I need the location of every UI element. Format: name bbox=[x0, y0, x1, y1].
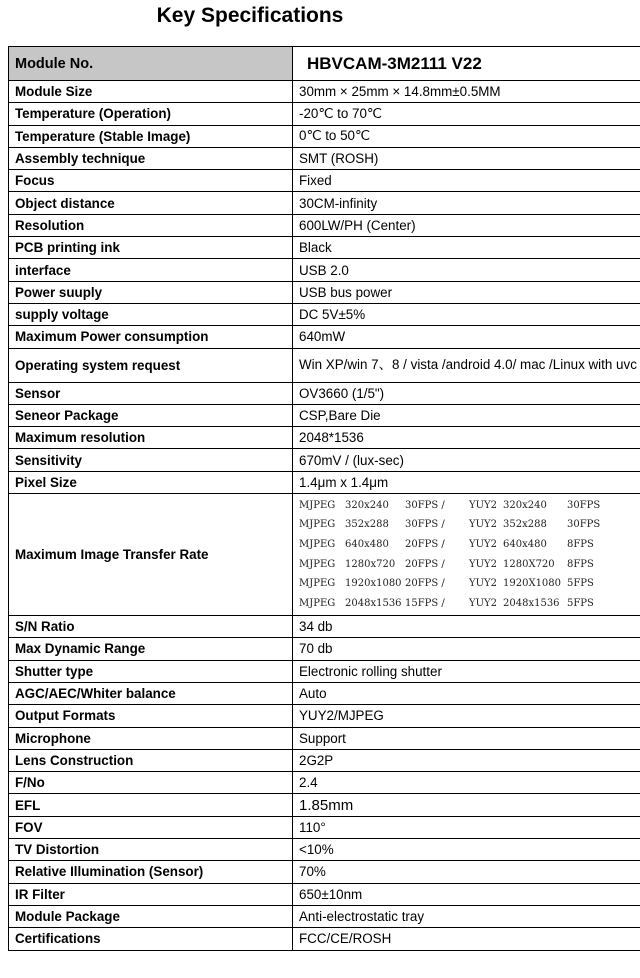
transfer-rate-row bbox=[299, 555, 640, 575]
spec-row bbox=[9, 772, 640, 794]
transfer-rate-cell: 2048x1536 bbox=[345, 597, 402, 609]
spec-row bbox=[9, 81, 640, 103]
spec-value: SMT (ROSH) bbox=[293, 147, 640, 169]
transfer-rate-cell: 8FPS bbox=[567, 558, 594, 570]
spec-label: Temperature (Stable Image) bbox=[9, 125, 293, 147]
spec-value: Win XP/win 7、8 / vista /android 4.0/ mac /Linux with uvc bbox=[293, 348, 640, 382]
transfer-rate-cell: 20FPS / bbox=[405, 538, 445, 550]
spec-label: Output Formats bbox=[9, 705, 293, 727]
spec-label: IR Filter bbox=[9, 883, 293, 905]
spec-value: USB 2.0 bbox=[293, 259, 640, 281]
spec-row bbox=[9, 103, 640, 125]
spec-value: Support bbox=[293, 727, 640, 749]
spec-value: 34 db bbox=[293, 616, 640, 638]
spec-row bbox=[9, 749, 640, 771]
spec-value: CSP,Bare Die bbox=[293, 404, 640, 426]
spec-value: Electronic rolling shutter bbox=[293, 660, 640, 682]
transfer-rate-cell: YUY2 bbox=[469, 499, 497, 511]
spec-label: Module Package bbox=[9, 905, 293, 927]
spec-row bbox=[9, 705, 640, 727]
spec-value: 600LW/PH (Center) bbox=[293, 214, 640, 236]
spec-label: interface bbox=[9, 259, 293, 281]
spec-label: Object distance bbox=[9, 192, 293, 214]
spec-table bbox=[8, 46, 640, 951]
transfer-rate-cell: MJPEG bbox=[299, 538, 336, 550]
spec-value: 2G2P bbox=[293, 749, 640, 771]
spec-label: Maximum Image Transfer Rate bbox=[9, 494, 293, 616]
spec-value: 2.4 bbox=[293, 772, 640, 794]
spec-value: 1.85mm bbox=[293, 794, 640, 816]
spec-label: PCB printing ink bbox=[9, 237, 293, 259]
transfer-rate-cell: 352x288 bbox=[503, 519, 547, 531]
spec-label: Pixel Size bbox=[9, 471, 293, 493]
spec-value: USB bus power bbox=[293, 281, 640, 303]
transfer-rate-cell: 1920x1080 bbox=[345, 578, 402, 590]
spec-label: Focus bbox=[9, 170, 293, 192]
transfer-rate-cell: 30FPS bbox=[567, 519, 601, 531]
transfer-rate-cell: 352x288 bbox=[345, 519, 389, 531]
spec-label: Module Size bbox=[9, 81, 293, 103]
spec-row bbox=[9, 616, 640, 638]
spec-row bbox=[9, 326, 640, 348]
spec-value: -20℃ to 70℃ bbox=[293, 103, 640, 125]
module-no-label: Module No. bbox=[9, 47, 293, 81]
transfer-rate-cell: MJPEG bbox=[299, 558, 336, 570]
spec-row bbox=[9, 259, 640, 281]
spec-row bbox=[9, 192, 640, 214]
spec-value: FCC/CE/ROSH bbox=[293, 928, 640, 950]
transfer-rate-cell: 30FPS / bbox=[405, 499, 445, 511]
transfer-rate-cell: 5FPS bbox=[567, 597, 594, 609]
spec-value: Auto bbox=[293, 682, 640, 704]
transfer-rate-cell: 30FPS bbox=[567, 499, 601, 511]
transfer-rate-cell: MJPEG bbox=[299, 597, 336, 609]
spec-row bbox=[9, 348, 640, 382]
transfer-rate-row bbox=[299, 594, 640, 614]
spec-value: OV3660 (1/5") bbox=[293, 382, 640, 404]
spec-row bbox=[9, 861, 640, 883]
spec-row bbox=[9, 794, 640, 816]
transfer-rate-cell: 30FPS / bbox=[405, 519, 445, 531]
spec-header-row bbox=[9, 47, 640, 81]
spec-value: YUY2/MJPEG bbox=[293, 705, 640, 727]
spec-row bbox=[9, 125, 640, 147]
transfer-rate-row bbox=[299, 515, 640, 535]
transfer-rate-cell: 1280x720 bbox=[345, 558, 396, 570]
transfer-rate-cell: YUY2 bbox=[469, 538, 497, 550]
spec-value: Anti-electrostatic tray bbox=[293, 905, 640, 927]
transfer-rate-cell: 15FPS / bbox=[405, 597, 445, 609]
spec-value: 2048*1536 bbox=[293, 427, 640, 449]
spec-row bbox=[9, 638, 640, 660]
spec-value: <10% bbox=[293, 839, 640, 861]
spec-value: 650±10nm bbox=[293, 883, 640, 905]
spec-row bbox=[9, 281, 640, 303]
transfer-rate-list bbox=[299, 496, 640, 614]
spec-label: Certifications bbox=[9, 928, 293, 950]
spec-row bbox=[9, 883, 640, 905]
spec-label: Lens Construction bbox=[9, 749, 293, 771]
spec-label: Maximum resolution bbox=[9, 427, 293, 449]
transfer-rate-cell: 8FPS bbox=[567, 538, 594, 550]
spec-row bbox=[9, 170, 640, 192]
spec-value: Black bbox=[293, 237, 640, 259]
transfer-rate-cell: 5FPS bbox=[567, 578, 594, 590]
transfer-rate-cell: 20FPS / bbox=[405, 558, 445, 570]
spec-row bbox=[9, 816, 640, 838]
spec-row bbox=[9, 839, 640, 861]
spec-table-body bbox=[9, 47, 640, 951]
transfer-rate-cell: 1920X1080 bbox=[503, 578, 562, 590]
spec-value: 670mV / (lux-sec) bbox=[293, 449, 640, 471]
spec-row bbox=[9, 303, 640, 325]
spec-label: Seneor Package bbox=[9, 404, 293, 426]
transfer-rate-cell: 320x240 bbox=[345, 499, 389, 511]
spec-value: 70% bbox=[293, 861, 640, 883]
spec-value: 30mm × 25mm × 14.8mm±0.5MM bbox=[293, 81, 640, 103]
spec-label: Maximum Power consumption bbox=[9, 326, 293, 348]
page-title: Key Specifications bbox=[156, 4, 344, 27]
spec-row bbox=[9, 682, 640, 704]
transfer-rate-cell: YUY2 bbox=[469, 519, 497, 531]
spec-label: FOV bbox=[9, 816, 293, 838]
transfer-rate-cell: 2048x1536 bbox=[503, 597, 560, 609]
spec-label: Microphone bbox=[9, 727, 293, 749]
spec-row bbox=[9, 404, 640, 426]
spec-label: AGC/AEC/Whiter balance bbox=[9, 682, 293, 704]
spec-label: Temperature (Operation) bbox=[9, 103, 293, 125]
spec-value: 0℃ to 50℃ bbox=[293, 125, 640, 147]
spec-label: supply voltage bbox=[9, 303, 293, 325]
spec-row bbox=[9, 449, 640, 471]
spec-label: Max Dynamic Range bbox=[9, 638, 293, 660]
spec-value: 70 db bbox=[293, 638, 640, 660]
spec-value: 640mW bbox=[293, 326, 640, 348]
spec-row bbox=[9, 494, 640, 616]
spec-value: DC 5V±5% bbox=[293, 303, 640, 325]
spec-label: EFL bbox=[9, 794, 293, 816]
spec-label: Assembly technique bbox=[9, 147, 293, 169]
transfer-rate-cell: YUY2 bbox=[469, 578, 497, 590]
spec-value: 110° bbox=[293, 816, 640, 838]
transfer-rate-cell: MJPEG bbox=[299, 499, 336, 511]
spec-label: TV Distortion bbox=[9, 839, 293, 861]
spec-value: 30CM-infinity bbox=[293, 192, 640, 214]
transfer-rate-cell: 320x240 bbox=[503, 499, 547, 511]
spec-row bbox=[9, 147, 640, 169]
transfer-rate-cell: 20FPS / bbox=[405, 578, 445, 590]
spec-value: Fixed bbox=[293, 170, 640, 192]
spec-label: S/N Ratio bbox=[9, 616, 293, 638]
spec-label: Operating system request bbox=[9, 348, 293, 382]
spec-row bbox=[9, 928, 640, 950]
spec-label: Shutter type bbox=[9, 660, 293, 682]
spec-label: Power suuply bbox=[9, 281, 293, 303]
transfer-rate-cell: MJPEG bbox=[299, 519, 336, 531]
transfer-rate-cell: YUY2 bbox=[469, 558, 497, 570]
spec-label: Relative Illumination (Sensor) bbox=[9, 861, 293, 883]
spec-value bbox=[293, 494, 640, 616]
transfer-rate-cell: 640x480 bbox=[503, 538, 547, 550]
spec-label: Sensitivity bbox=[9, 449, 293, 471]
spec-row bbox=[9, 471, 640, 493]
spec-row bbox=[9, 214, 640, 236]
transfer-rate-cell: 640x480 bbox=[345, 538, 389, 550]
transfer-rate-row bbox=[299, 535, 640, 555]
transfer-rate-row bbox=[299, 574, 640, 594]
spec-label: F/No bbox=[9, 772, 293, 794]
spec-row bbox=[9, 660, 640, 682]
spec-row bbox=[9, 427, 640, 449]
transfer-rate-cell: YUY2 bbox=[469, 597, 497, 609]
spec-row bbox=[9, 382, 640, 404]
transfer-rate-cell: 1280X720 bbox=[503, 558, 555, 570]
module-no-value: HBVCAM-3M2111 V22 bbox=[293, 47, 640, 81]
spec-label: Sensor bbox=[9, 382, 293, 404]
spec-row bbox=[9, 237, 640, 259]
spec-row bbox=[9, 905, 640, 927]
transfer-rate-cell: MJPEG bbox=[299, 578, 336, 590]
spec-label: Resolution bbox=[9, 214, 293, 236]
spec-row bbox=[9, 727, 640, 749]
spec-value: 1.4μm x 1.4μm bbox=[293, 471, 640, 493]
transfer-rate-row bbox=[299, 496, 640, 516]
